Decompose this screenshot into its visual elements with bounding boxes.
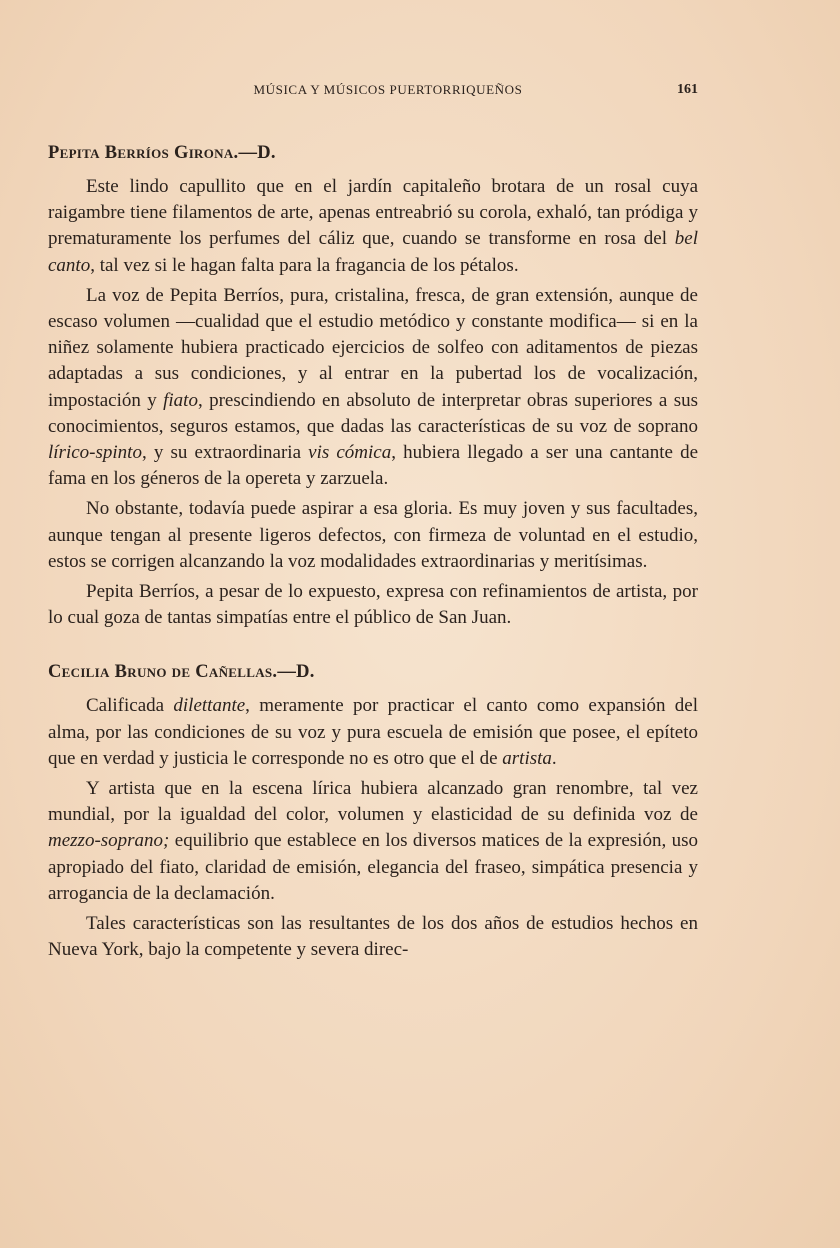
paragraph: Tales características son las resultantes de los dos años de estudios hechos en Nueva York, bajo la competente y severa direc- <box>48 913 698 961</box>
paragraph: La voz de Pepita Berríos, pura, cristalina, fresca, de gran extensión, aunque de escaso volumen —cualidad que el estudio metódico y constante modifica— si en la niñez solamente hubiera practicado ejercicios de solfeo con aditamentos de piezas adaptadas a sus condiciones, y al entrar en la pubertad los de vocalización, impostación y fiato, prescindiendo en absoluto de interpretar obras superiores a sus conocimientos, seguros estamos, que dadas las características de su voz de soprano lírico-spinto, y su extraordinaria vis cómica, hubiera llegado a ser una cantante de fama en los géneros de la opereta y zarzuela. <box>48 284 698 490</box>
paragraph: Pepita Berríos, a pesar de lo expuesto, expresa con refinamientos de artista, por lo cual goza de tantas simpatías entre el público de San Juan. <box>48 581 698 629</box>
paragraph: Y artista que en la escena lírica hubiera alcanzado gran renombre, tal vez mundial, por la igualdad del color, volumen y elasticidad de su definida voz de mezzo-soprano; equilibrio que establece en los diversos matices de la expresión, uso apropiado del fiato, claridad de emisión, elegancia del fraseo, simpática presencia y arrogancia de la declamación. <box>48 778 698 904</box>
running-title: MÚSICA Y MÚSICOS PUERTORRIQUEÑOS <box>253 82 523 97</box>
text-block <box>48 140 698 967</box>
running-head <box>48 80 698 104</box>
paragraph: Calificada dilettante, meramente por practicar el canto como expansión del alma, por las condiciones de su voz y pura escuela de emisión que posee, el epíteto que en verdad y justicia le corresponde no es otro que el de artista. <box>48 695 698 769</box>
paragraph: No obstante, todavía puede aspirar a esa gloria. Es muy joven y sus facultades, aunque tengan al presente ligeros defectos, con firmeza de voluntad en el estudio, estos se corrigen alcanzando la voz modalidades extraordinarias y meritísimas. <box>48 498 698 572</box>
page-number: 161 <box>677 82 698 97</box>
section-heading-bruno: Cecilia Bruno de Cañellas.—D. <box>48 662 315 683</box>
paragraph: Este lindo capullito que en el jardín capitaleño brotara de un rosal cuya raigambre tiene filamentos de arte, apenas entreabrió su corola, exhaló, tan pródiga y prematuramente los perfumes del cáliz que, cuando se transforme en rosa del bel canto, tal vez si le hagan falta para la fragancia de los pétalos. <box>48 176 698 276</box>
section-heading-berrios: Pepita Berríos Girona.—D. <box>48 143 276 163</box>
